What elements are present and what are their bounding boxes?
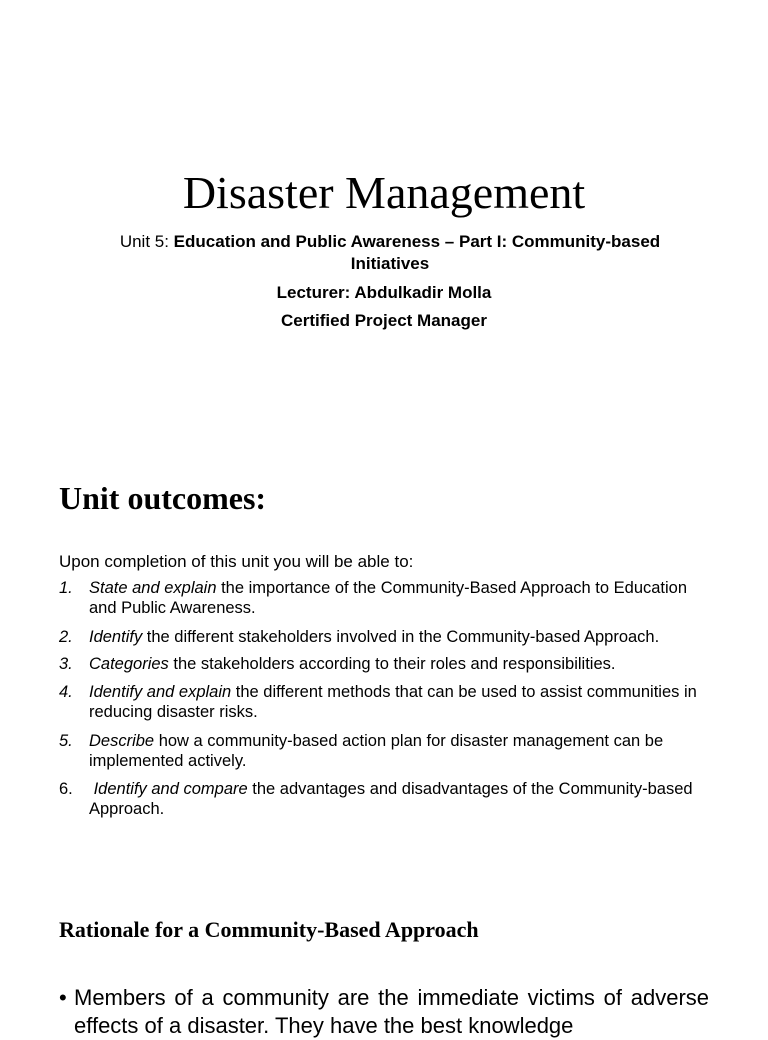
outcome-item bbox=[59, 627, 719, 647]
outcome-number: 4. bbox=[59, 683, 73, 701]
outcome-text: the different stakeholders involved in the Community-based Approach. bbox=[142, 628, 660, 646]
certification-line: Certified Project Manager bbox=[281, 311, 487, 330]
unit-label: Unit 5: bbox=[119, 232, 174, 251]
outcome-verb: State and explain bbox=[89, 579, 217, 597]
outcome-text: the stakeholders according to their roles and responsibilities. bbox=[168, 655, 616, 673]
outcome-text: the advantages and disadvantages of the Community-based Approach. bbox=[89, 780, 693, 818]
outcome-number: 2. bbox=[59, 628, 73, 646]
outcome-verb: Identify and compare bbox=[89, 780, 248, 798]
outcome-number: 1. bbox=[59, 579, 73, 597]
outcome-text: the importance of the Community-Based Approach to Education and Public Awareness. bbox=[89, 579, 688, 617]
outcome-text: the different methods that can be used to assist communities in reducing disaster risks. bbox=[89, 683, 697, 721]
outcome-item bbox=[59, 731, 719, 771]
outcome-verb: Identify bbox=[89, 628, 143, 646]
outcome-text: how a community-based action plan for disaster management can be implemented actively. bbox=[89, 732, 664, 770]
outcome-item bbox=[59, 779, 719, 819]
bullet-icon: • bbox=[59, 985, 67, 1010]
bullet-text: Members of a community are the immediate victims of adverse effects of a disaster. They have the best knowledge bbox=[74, 985, 709, 1038]
outcome-verb: Identify and explain bbox=[89, 683, 232, 701]
outcome-number: 3. bbox=[59, 655, 73, 673]
lecturer-line: Lecturer: Abdulkadir Molla bbox=[276, 283, 492, 302]
outcome-verb: Categories bbox=[89, 655, 169, 673]
outcome-number: 6. bbox=[59, 780, 73, 798]
outcome-number: 5. bbox=[59, 732, 73, 750]
outcomes-heading: Unit outcomes: bbox=[59, 480, 267, 516]
unit-topic: Education and Public Awareness – Part I: Community-based Initiatives bbox=[173, 232, 661, 273]
rationale-bullet bbox=[59, 984, 709, 1040]
outcome-item bbox=[59, 578, 719, 618]
document-title: Disaster Management bbox=[182, 167, 586, 218]
rationale-heading: Rationale for a Community-Based Approach bbox=[59, 917, 479, 942]
outcome-item bbox=[59, 654, 719, 674]
outcomes-intro: Upon completion of this unit you will be able to: bbox=[59, 552, 414, 571]
outcome-item bbox=[59, 682, 719, 722]
unit-subtitle bbox=[100, 231, 680, 275]
outcome-verb: Describe bbox=[89, 732, 155, 750]
